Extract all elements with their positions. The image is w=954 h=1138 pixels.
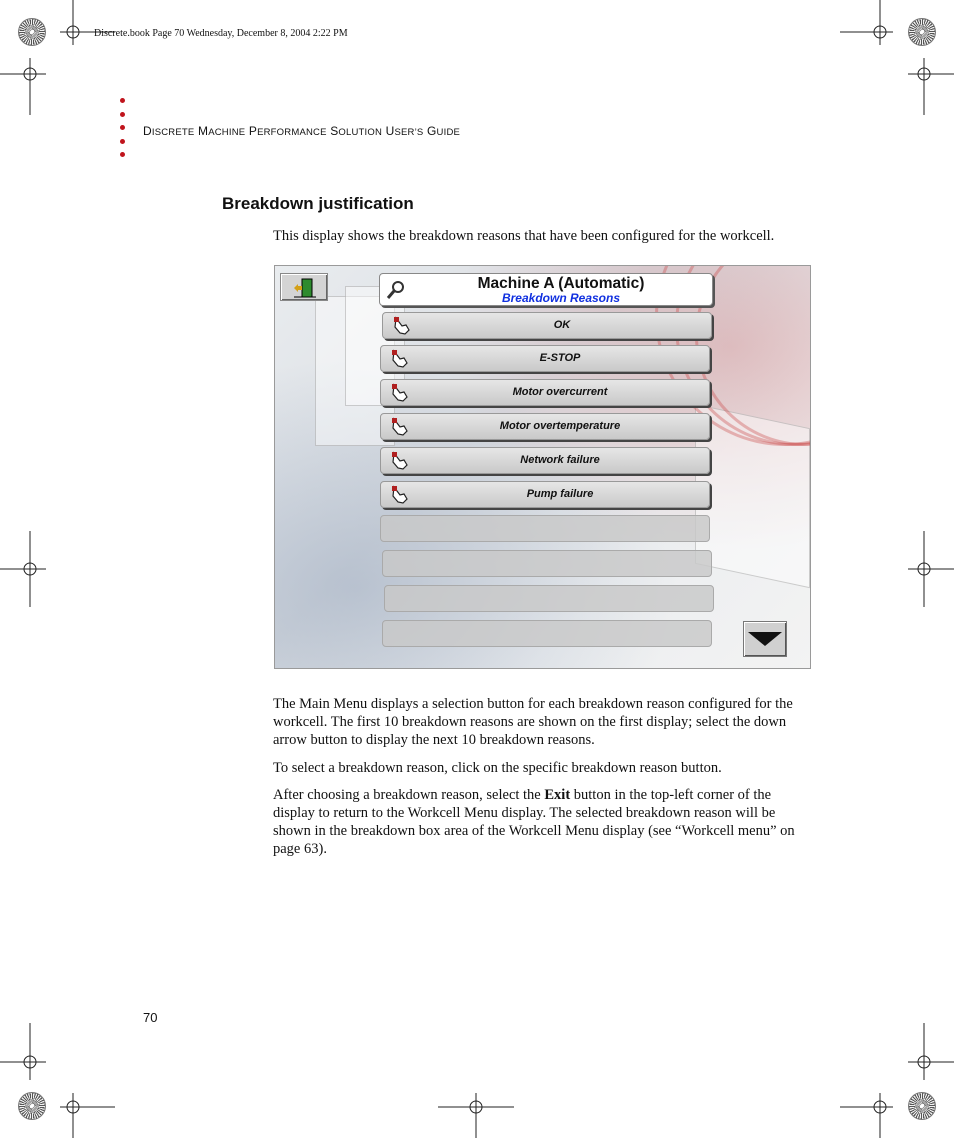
exit-term: Exit <box>544 787 571 803</box>
screen-title-panel <box>379 273 713 306</box>
bullet-dot <box>120 125 125 130</box>
reason-button-e-stop[interactable] <box>380 345 710 372</box>
down-arrow-icon <box>748 632 782 646</box>
breakdown-reasons-screen <box>274 265 811 669</box>
reason-label: E-STOP <box>539 352 581 364</box>
pointing-hand-icon <box>391 451 409 471</box>
running-head: DISCRETE MACHINE PERFORMANCE SOLUTION USER’S GUIDE <box>143 124 461 138</box>
print-header: Discrete.book Page 70 Wednesday, December 8, 2004 2:22 PM <box>94 28 348 39</box>
reason-button-motor-overcurrent[interactable] <box>380 379 710 406</box>
exit-door-icon <box>294 278 316 298</box>
section-title: Breakdown justification <box>222 194 414 213</box>
reason-label: Network failure <box>520 454 600 466</box>
empty-reason-slot <box>380 515 710 542</box>
pointing-hand-icon <box>391 485 409 505</box>
margin-bullets <box>120 98 125 166</box>
intro-paragraph: This display shows the breakdown reasons that have been configured for the workcell. <box>273 228 775 244</box>
bullet-dot <box>120 139 125 144</box>
reason-button-network-failure[interactable] <box>380 447 710 474</box>
bullet-dot <box>120 112 125 117</box>
screen-subtitle: Breakdown Reasons <box>501 291 621 305</box>
reason-label: Motor overtemperature <box>499 420 621 432</box>
reason-button-ok[interactable] <box>382 312 712 339</box>
empty-reason-slot <box>382 550 712 577</box>
reason-button-motor-overtemperature[interactable] <box>380 413 710 440</box>
screen-title: Machine A (Automatic) <box>477 275 645 292</box>
reason-label: Pump failure <box>526 488 594 500</box>
pointing-hand-icon <box>391 383 409 403</box>
bullet-dot <box>120 152 125 157</box>
pointing-hand-icon <box>391 417 409 437</box>
exit-button[interactable] <box>280 273 328 301</box>
body-paragraph-3: After choosing a breakdown reason, select the Exit button in the top-left corner of the display to return to the Workcell Menu display. The selected breakdown reason will be shown in the breakdown box area of the Workcell Menu display (see “Workcell menu” on page 63). <box>273 787 795 857</box>
empty-reason-slot <box>382 620 712 647</box>
bullet-dot <box>120 98 125 103</box>
empty-reason-slot <box>384 585 714 612</box>
reason-label: OK <box>553 319 571 331</box>
body-paragraph-2: To select a breakdown reason, click on the specific breakdown reason button. <box>273 760 722 776</box>
pointing-hand-icon <box>391 349 409 369</box>
pointing-hand-icon <box>393 316 411 336</box>
reason-label: Motor overcurrent <box>512 386 608 398</box>
reason-button-pump-failure[interactable] <box>380 481 710 508</box>
next-page-button[interactable] <box>743 621 787 657</box>
page-number: 70 <box>143 1010 158 1025</box>
body-paragraph-1: The Main Menu displays a selection button for each breakdown reason configured for the workcell. The first 10 breakdown reasons are shown on the first display; select the down arrow button to display the next 10 breakdown reasons. <box>273 696 793 748</box>
